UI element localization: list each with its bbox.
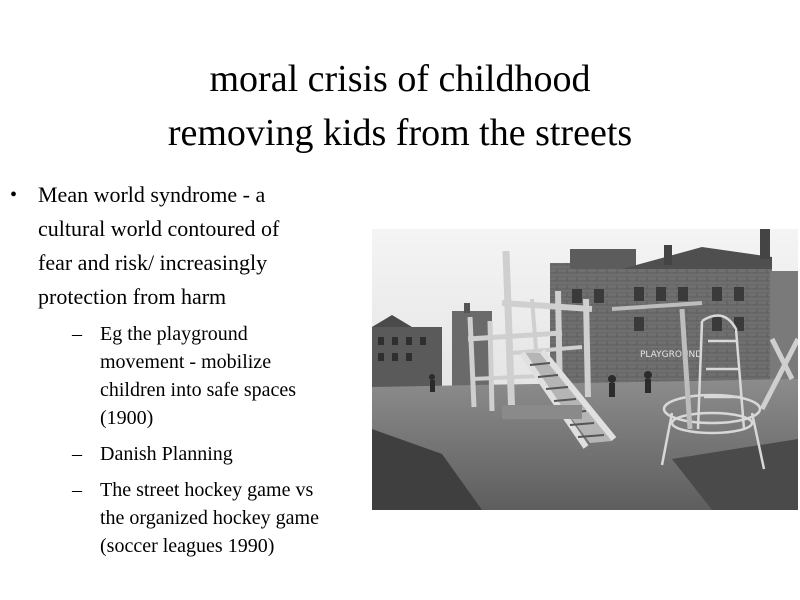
subbullet-line: children into safe spaces [100,379,297,401]
bullet-mean-world-syndrome [10,178,382,560]
subbullet-line: movement - mobilize [100,351,272,373]
title-line-2: removing kids from the streets [167,112,633,154]
subbullet-line: Danish Planning [100,443,233,465]
subbullet-line: The street hockey game vs [100,479,314,501]
bullet-line: fear and risk/ increasingly [38,250,268,275]
subbullet-list [38,320,372,560]
bullet-list [10,178,382,568]
title-line-1: moral crisis of childhood [209,58,591,100]
dash-icon: – [72,323,82,345]
dash-icon: – [72,443,82,465]
dash-icon: – [72,479,82,501]
subbullet-line: Eg the playground [100,323,248,345]
playground-photo [372,229,798,510]
bullet-line: protection from harm [38,284,227,309]
bullet-dot-icon: • [10,184,18,206]
subbullet-line: (1900) [100,407,154,429]
subbullet-playground-movement [72,320,372,432]
slide-title [0,52,800,160]
playground-sign-text: PLAYGROUND [640,350,703,360]
subbullet-danish-planning [72,440,372,468]
subbullet-line: the organized hockey game [100,507,319,529]
bullet-line: cultural world contoured of [38,216,280,241]
subbullet-line: (soccer leagues 1990) [100,535,275,557]
bullet-line: Mean world syndrome - a [38,182,266,207]
subbullet-street-hockey [72,476,372,560]
